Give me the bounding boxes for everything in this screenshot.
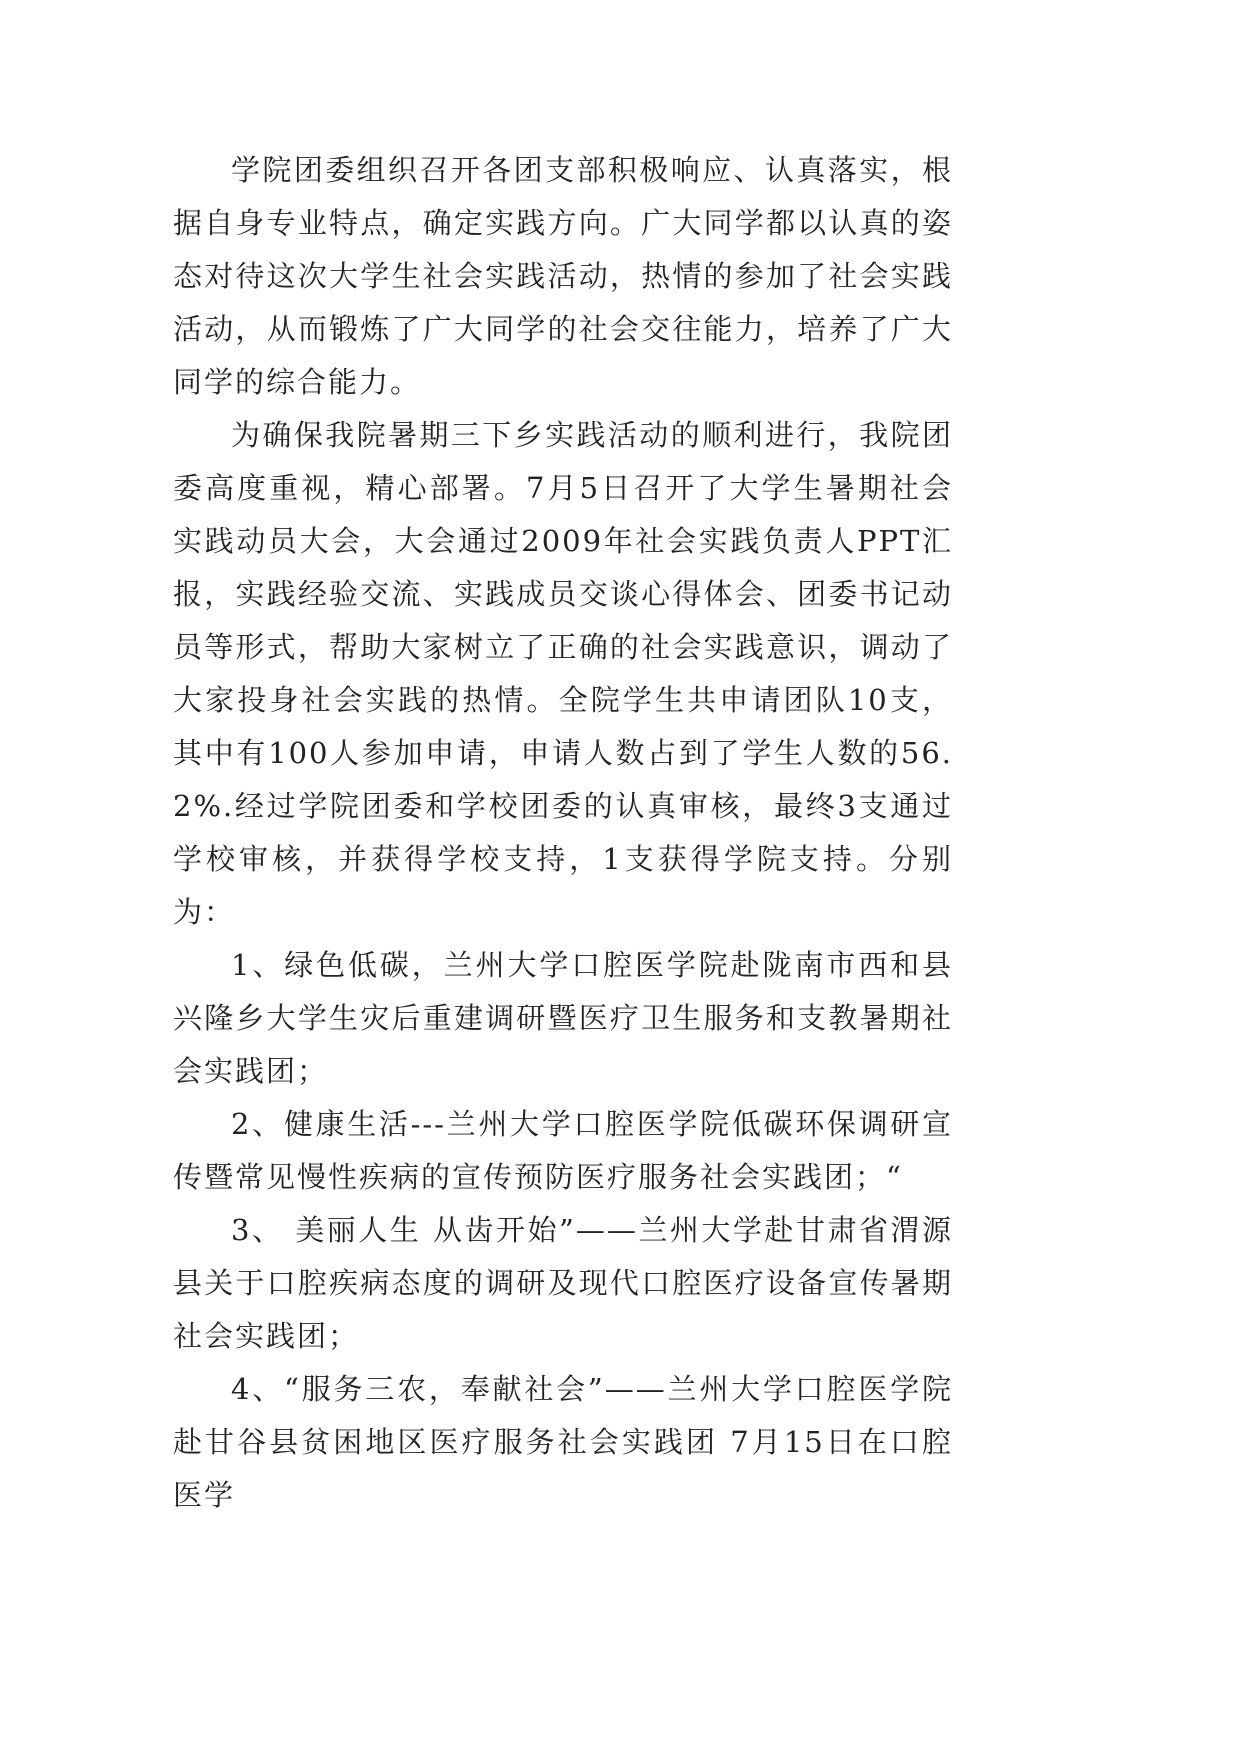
document-body [173, 144, 953, 1522]
list-item-team-3: 3、 美丽人生 从齿开始”——兰州大学赴甘肃省渭源县关于口腔疾病态度的调研及现代口腔医疗设备宣传暑期社会实践团； [173, 1213, 953, 1353]
list-item-team-4: 4、“服务三农，奉献社会”——兰州大学口腔医学院赴甘谷县贫困地区医疗服务社会实践团 7月15日在口腔医学 [173, 1372, 953, 1512]
list-item-team-1: 1、绿色低碳，兰州大学口腔医学院赴陇南市西和县兴隆乡大学生灾后重建调研暨医疗卫生服务和支教暑期社会实践团； [173, 948, 953, 1088]
list-item-team-2: 2、健康生活---兰州大学口腔医学院低碳环保调研宣传暨常见慢性疾病的宣传预防医疗服务社会实践团；“ [173, 1107, 953, 1194]
paragraph-intro: 学院团委组织召开各团支部积极响应、认真落实，根据自身专业特点，确定实践方向。广大同学都以认真的姿态对待这次大学生社会实践活动，热情的参加了社会实践活动，从而锻炼了广大同学的社会交往能力，培养了广大同学的综合能力。 [173, 153, 953, 399]
paragraph-deployment: 为确保我院暑期三下乡实践活动的顺利进行，我院团委高度重视，精心部署。7月5日召开了大学生暑期社会实践动员大会，大会通过2009年社会实践负责人PPT汇报，实践经验交流、实践成员交谈心得体会、团委书记动员等形式，帮助大家树立了正确的社会实践意识，调动了大家投身社会实践的热情。全院学生共申请团队10支，其中有100人参加申请，申请人数占到了学生人数的56.2%.经过学院团委和学校团委的认真审核，最终3支通过学校审核，并获得学校支持，1支获得学院支持。分别为： [173, 418, 953, 929]
